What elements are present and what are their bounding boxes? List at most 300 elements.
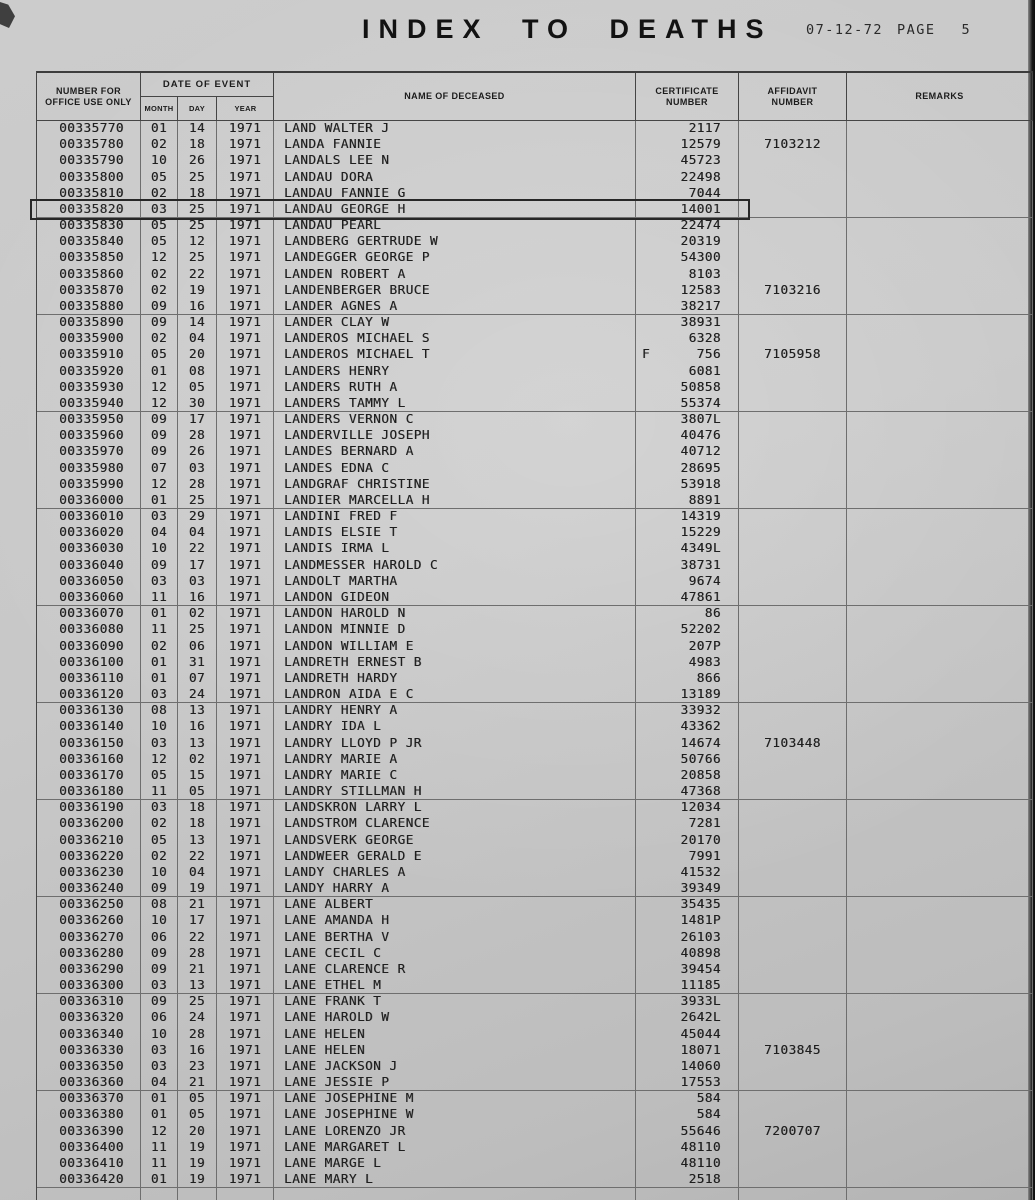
cell-remarks — [847, 881, 1033, 897]
cell-affidavit-number — [739, 849, 847, 865]
cell-name-of-deceased: LANE MARGE L — [274, 1156, 636, 1172]
cell-remarks — [847, 331, 1033, 347]
cell-certificate-number: 12579 — [636, 137, 739, 153]
cell-empty — [847, 1188, 1033, 1200]
cell-empty — [636, 1188, 739, 1200]
cell-month: 05 — [141, 833, 178, 849]
cell-month: 02 — [141, 331, 178, 347]
cell-office-number: 00336350 — [37, 1059, 141, 1075]
cell-name-of-deceased: LANDBERG GERTRUDE W — [274, 234, 636, 250]
cell-day: 15 — [178, 768, 217, 784]
cell-day: 19 — [178, 881, 217, 897]
cell-day: 22 — [178, 849, 217, 865]
cell-remarks — [847, 752, 1033, 768]
cell-year: 1971 — [217, 234, 274, 250]
cell-name-of-deceased: LANDES EDNA C — [274, 461, 636, 477]
cell-day: 31 — [178, 655, 217, 671]
run-date: 07-12-72 — [806, 22, 884, 38]
cell-name-of-deceased: LANE JACKSON J — [274, 1059, 636, 1075]
cell-affidavit-number — [739, 1172, 847, 1188]
cell-month: 02 — [141, 283, 178, 299]
cell-certificate-number: 50858 — [636, 380, 739, 396]
cell-month: 12 — [141, 250, 178, 266]
cell-affidavit-number — [739, 1027, 847, 1043]
cell-month: 09 — [141, 558, 178, 574]
cell-affidavit-number — [739, 816, 847, 832]
cell-name-of-deceased: LANDEROS MICHAEL S — [274, 331, 636, 347]
header-date-of-event: DATE OF EVENT MONTH DAY YEAR — [141, 73, 274, 120]
cell-affidavit-number — [739, 574, 847, 590]
cell-name-of-deceased: LAND WALTER J — [274, 121, 636, 137]
cell-remarks — [847, 784, 1033, 800]
cell-name-of-deceased: LANDWEER GERALD E — [274, 849, 636, 865]
cell-month: 10 — [141, 1027, 178, 1043]
cell-office-number: 00335850 — [37, 250, 141, 266]
cell-office-number: 00336250 — [37, 897, 141, 913]
cell-affidavit-number — [739, 153, 847, 169]
cell-year: 1971 — [217, 186, 274, 202]
cell-remarks — [847, 1091, 1033, 1107]
cell-remarks — [847, 962, 1033, 978]
cell-affidavit-number — [739, 509, 847, 525]
cell-year: 1971 — [217, 1075, 274, 1091]
cell-office-number: 00335920 — [37, 364, 141, 380]
cell-affidavit-number — [739, 121, 847, 137]
cell-name-of-deceased: LANDAU DORA — [274, 170, 636, 186]
cell-affidavit-number — [739, 331, 847, 347]
cell-year: 1971 — [217, 881, 274, 897]
cell-month: 03 — [141, 509, 178, 525]
cell-office-number: 00336040 — [37, 558, 141, 574]
cell-month: 02 — [141, 186, 178, 202]
cell-name-of-deceased: LANDON MINNIE D — [274, 622, 636, 638]
header-certificate-number: CERTIFICATE NUMBER — [636, 73, 739, 120]
cell-month: 01 — [141, 1172, 178, 1188]
cell-office-number: 00336160 — [37, 752, 141, 768]
cell-certificate-number: 13189 — [636, 687, 739, 703]
cell-month: 03 — [141, 1043, 178, 1059]
cell-name-of-deceased: LANDER CLAY W — [274, 315, 636, 331]
cell-affidavit-number: 7103216 — [739, 283, 847, 299]
cell-remarks — [847, 380, 1033, 396]
cell-certificate-number: 20319 — [636, 234, 739, 250]
cell-affidavit-number — [739, 833, 847, 849]
cell-month: 12 — [141, 396, 178, 412]
cell-empty — [274, 1188, 636, 1200]
cell-day: 20 — [178, 347, 217, 363]
cell-month: 01 — [141, 655, 178, 671]
cell-remarks — [847, 444, 1033, 460]
cell-name-of-deceased: LANDENBERGER BRUCE — [274, 283, 636, 299]
cell-office-number: 00335840 — [37, 234, 141, 250]
cell-affidavit-number — [739, 590, 847, 606]
cell-year: 1971 — [217, 461, 274, 477]
cell-certificate-number: 2117 — [636, 121, 739, 137]
cell-day: 08 — [178, 364, 217, 380]
cell-certificate-number: 14674 — [636, 736, 739, 752]
cell-certificate-number: 6081 — [636, 364, 739, 380]
cell-remarks — [847, 1124, 1033, 1140]
cell-year: 1971 — [217, 784, 274, 800]
cell-day: 14 — [178, 315, 217, 331]
cell-certificate-number: 47368 — [636, 784, 739, 800]
cell-year: 1971 — [217, 1172, 274, 1188]
cell-office-number: 00336400 — [37, 1140, 141, 1156]
cell-remarks — [847, 1059, 1033, 1075]
cell-month: 09 — [141, 315, 178, 331]
cell-month: 02 — [141, 267, 178, 283]
cell-month: 04 — [141, 525, 178, 541]
cell-year: 1971 — [217, 1059, 274, 1075]
cell-month: 11 — [141, 784, 178, 800]
cell-year: 1971 — [217, 671, 274, 687]
cell-office-number: 00336090 — [37, 639, 141, 655]
cell-day: 24 — [178, 1010, 217, 1026]
cell-month: 12 — [141, 752, 178, 768]
cell-remarks — [847, 703, 1033, 719]
cell-certificate-number: 53918 — [636, 477, 739, 493]
cell-affidavit-number — [739, 962, 847, 978]
cell-certificate-number: 12583 — [636, 283, 739, 299]
cell-certificate-number: 3807L — [636, 412, 739, 428]
cell-office-number: 00336290 — [37, 962, 141, 978]
cell-office-number: 00336410 — [37, 1156, 141, 1172]
cell-office-number: 00336310 — [37, 994, 141, 1010]
cell-day: 16 — [178, 590, 217, 606]
cell-name-of-deceased: LANDRETH ERNEST B — [274, 655, 636, 671]
cell-name-of-deceased: LANDSTROM CLARENCE — [274, 816, 636, 832]
cell-month: 10 — [141, 153, 178, 169]
cell-year: 1971 — [217, 525, 274, 541]
cell-year: 1971 — [217, 493, 274, 509]
cell-affidavit-number — [739, 315, 847, 331]
cell-name-of-deceased: LANDRETH HARDY — [274, 671, 636, 687]
cell-office-number: 00335790 — [37, 153, 141, 169]
cell-month: 11 — [141, 622, 178, 638]
cell-month: 01 — [141, 1107, 178, 1123]
cell-affidavit-number — [739, 218, 847, 234]
cell-day: 19 — [178, 1156, 217, 1172]
cell-day: 14 — [178, 121, 217, 137]
cell-name-of-deceased: LANDAU FANNIE G — [274, 186, 636, 202]
cell-office-number: 00336120 — [37, 687, 141, 703]
cell-affidavit-number — [739, 994, 847, 1010]
cell-month: 02 — [141, 137, 178, 153]
cell-month: 09 — [141, 994, 178, 1010]
cell-certificate-number: 43362 — [636, 719, 739, 735]
cell-office-number: 00335820 — [37, 202, 141, 218]
cell-day: 04 — [178, 865, 217, 881]
cell-empty — [37, 1188, 141, 1200]
cell-name-of-deceased: LANDON HAROLD N — [274, 606, 636, 622]
cell-office-number: 00336210 — [37, 833, 141, 849]
cell-name-of-deceased: LANE HELEN — [274, 1027, 636, 1043]
cell-office-number: 00335780 — [37, 137, 141, 153]
cell-name-of-deceased: LANE MARGARET L — [274, 1140, 636, 1156]
cell-affidavit-number — [739, 541, 847, 557]
cell-remarks — [847, 849, 1033, 865]
cell-month: 08 — [141, 897, 178, 913]
cell-year: 1971 — [217, 1124, 274, 1140]
cell-year: 1971 — [217, 930, 274, 946]
cell-empty — [739, 1188, 847, 1200]
cell-remarks — [847, 671, 1033, 687]
cell-month: 01 — [141, 606, 178, 622]
cell-year: 1971 — [217, 849, 274, 865]
cell-remarks — [847, 525, 1033, 541]
cell-remarks — [847, 994, 1033, 1010]
cell-certificate-number: 584 — [636, 1091, 739, 1107]
cell-empty — [141, 1188, 178, 1200]
cell-office-number: 00336380 — [37, 1107, 141, 1123]
cell-remarks — [847, 574, 1033, 590]
cell-month: 03 — [141, 736, 178, 752]
cell-remarks — [847, 978, 1033, 994]
cell-office-number: 00336200 — [37, 816, 141, 832]
cell-name-of-deceased: LANDERS HENRY — [274, 364, 636, 380]
cell-year: 1971 — [217, 622, 274, 638]
cell-office-number: 00335800 — [37, 170, 141, 186]
cell-name-of-deceased: LANE BERTHA V — [274, 930, 636, 946]
cell-year: 1971 — [217, 218, 274, 234]
cell-year: 1971 — [217, 719, 274, 735]
cell-certificate-number: 15229 — [636, 525, 739, 541]
cell-remarks — [847, 1107, 1033, 1123]
cell-name-of-deceased: LANDER AGNES A — [274, 299, 636, 315]
cell-affidavit-number — [739, 380, 847, 396]
cell-affidavit-number: 7103212 — [739, 137, 847, 153]
cell-month: 02 — [141, 816, 178, 832]
cell-day: 16 — [178, 719, 217, 735]
cell-name-of-deceased: LANDMESSER HAROLD C — [274, 558, 636, 574]
cell-month: 01 — [141, 671, 178, 687]
cell-year: 1971 — [217, 477, 274, 493]
cell-month: 03 — [141, 800, 178, 816]
cell-affidavit-number — [739, 267, 847, 283]
cell-office-number: 00336300 — [37, 978, 141, 994]
cell-office-number: 00336060 — [37, 590, 141, 606]
cell-day: 28 — [178, 946, 217, 962]
cell-year: 1971 — [217, 412, 274, 428]
cell-name-of-deceased: LANE AMANDA H — [274, 913, 636, 929]
cell-year: 1971 — [217, 380, 274, 396]
cell-certificate-number: 22474 — [636, 218, 739, 234]
cell-certificate-number: 12034 — [636, 800, 739, 816]
cell-day: 12 — [178, 234, 217, 250]
cell-year: 1971 — [217, 170, 274, 186]
cell-month: 09 — [141, 881, 178, 897]
cell-day: 13 — [178, 703, 217, 719]
cell-month: 10 — [141, 865, 178, 881]
cell-remarks — [847, 250, 1033, 266]
cell-affidavit-number — [739, 558, 847, 574]
cell-certificate-number: 86 — [636, 606, 739, 622]
cell-day: 23 — [178, 1059, 217, 1075]
cell-month: 10 — [141, 719, 178, 735]
cell-certificate-number: 4983 — [636, 655, 739, 671]
cell-name-of-deceased: LANDERS TAMMY L — [274, 396, 636, 412]
cell-certificate-number: 50766 — [636, 752, 739, 768]
page-label: PAGE — [897, 22, 936, 38]
cell-certificate-number: 38931 — [636, 315, 739, 331]
cell-office-number: 00335900 — [37, 331, 141, 347]
cell-day: 21 — [178, 1075, 217, 1091]
cell-remarks — [847, 800, 1033, 816]
header-day: DAY — [178, 97, 217, 120]
cell-remarks — [847, 186, 1033, 202]
cell-name-of-deceased: LANDEGGER GEORGE P — [274, 250, 636, 266]
cell-name-of-deceased: LANDRY HENRY A — [274, 703, 636, 719]
cell-remarks — [847, 897, 1033, 913]
header-year: YEAR — [234, 104, 257, 113]
cell-certificate-number: 14319 — [636, 509, 739, 525]
cell-month: 10 — [141, 913, 178, 929]
cell-remarks — [847, 396, 1033, 412]
cell-remarks — [847, 930, 1033, 946]
cell-office-number: 00336320 — [37, 1010, 141, 1026]
cell-office-number: 00336110 — [37, 671, 141, 687]
cell-day: 21 — [178, 897, 217, 913]
cell-office-number: 00335970 — [37, 444, 141, 460]
cell-day: 25 — [178, 218, 217, 234]
cell-remarks — [847, 153, 1033, 169]
cell-month: 08 — [141, 703, 178, 719]
cell-office-number: 00335770 — [37, 121, 141, 137]
cell-month: 02 — [141, 849, 178, 865]
table-body — [37, 121, 1033, 1200]
cell-affidavit-number — [739, 299, 847, 315]
cell-year: 1971 — [217, 768, 274, 784]
cell-year: 1971 — [217, 736, 274, 752]
cell-month: 05 — [141, 170, 178, 186]
cell-office-number: 00335910 — [37, 347, 141, 363]
cell-year: 1971 — [217, 1027, 274, 1043]
cell-year: 1971 — [217, 1010, 274, 1026]
cell-affidavit-number: 7103448 — [739, 736, 847, 752]
cell-remarks — [847, 234, 1033, 250]
cell-year: 1971 — [217, 639, 274, 655]
cell-name-of-deceased: LANDINI FRED F — [274, 509, 636, 525]
cell-year: 1971 — [217, 703, 274, 719]
cell-day: 16 — [178, 299, 217, 315]
cell-name-of-deceased: LANE FRANK T — [274, 994, 636, 1010]
cell-remarks — [847, 606, 1033, 622]
cell-office-number: 00336080 — [37, 622, 141, 638]
cell-year: 1971 — [217, 121, 274, 137]
cell-affidavit-number: 7200707 — [739, 1124, 847, 1140]
cell-certificate-number: 14001 — [636, 202, 739, 218]
cell-month: 03 — [141, 574, 178, 590]
cell-name-of-deceased: LANDERVILLE JOSEPH — [274, 428, 636, 444]
cell-month: 01 — [141, 493, 178, 509]
cell-month: 05 — [141, 347, 178, 363]
cell-month: 11 — [141, 1140, 178, 1156]
cell-office-number: 00335880 — [37, 299, 141, 315]
cell-name-of-deceased: LANDIER MARCELLA H — [274, 493, 636, 509]
cell-office-number: 00335960 — [37, 428, 141, 444]
cell-affidavit-number — [739, 913, 847, 929]
cell-certificate-number: 38217 — [636, 299, 739, 315]
cell-certificate-number: 40712 — [636, 444, 739, 460]
cell-office-number: 00336340 — [37, 1027, 141, 1043]
cell-certificate-number: 35435 — [636, 897, 739, 913]
cell-day: 25 — [178, 202, 217, 218]
cell-certificate-number: 26103 — [636, 930, 739, 946]
cell-office-number: 00336360 — [37, 1075, 141, 1091]
cell-day: 18 — [178, 816, 217, 832]
cell-certificate-number: 45723 — [636, 153, 739, 169]
cell-month: 06 — [141, 930, 178, 946]
cell-name-of-deceased: LANDERS RUTH A — [274, 380, 636, 396]
header-office-number: NUMBER FOR OFFICE USE ONLY — [37, 73, 141, 120]
cell-year: 1971 — [217, 364, 274, 380]
cell-office-number: 00336190 — [37, 800, 141, 816]
cell-day: 17 — [178, 913, 217, 929]
cell-office-number: 00336130 — [37, 703, 141, 719]
cell-certificate-number: 48110 — [636, 1156, 739, 1172]
cell-certificate-number: 8103 — [636, 267, 739, 283]
cell-office-number: 00335860 — [37, 267, 141, 283]
cell-office-number: 00336330 — [37, 1043, 141, 1059]
cell-day: 26 — [178, 153, 217, 169]
cell-year: 1971 — [217, 833, 274, 849]
cell-year: 1971 — [217, 137, 274, 153]
cell-day: 16 — [178, 1043, 217, 1059]
cell-day: 04 — [178, 331, 217, 347]
cell-certificate-number: 20170 — [636, 833, 739, 849]
cell-affidavit-number: 7105958 — [739, 347, 847, 363]
cell-year: 1971 — [217, 1107, 274, 1123]
cell-year: 1971 — [217, 800, 274, 816]
cell-remarks — [847, 137, 1033, 153]
cell-year: 1971 — [217, 283, 274, 299]
cell-year: 1971 — [217, 994, 274, 1010]
cell-affidavit-number — [739, 428, 847, 444]
header-month: MONTH — [141, 97, 178, 120]
cell-year: 1971 — [217, 1043, 274, 1059]
cell-remarks — [847, 558, 1033, 574]
cell-remarks — [847, 1027, 1033, 1043]
cell-remarks — [847, 202, 1033, 218]
cell-day: 28 — [178, 1027, 217, 1043]
cell-affidavit-number — [739, 1010, 847, 1026]
cell-month: 11 — [141, 1156, 178, 1172]
cell-year: 1971 — [217, 267, 274, 283]
cell-day: 25 — [178, 170, 217, 186]
cell-year: 1971 — [217, 331, 274, 347]
cell-office-number: 00335980 — [37, 461, 141, 477]
cell-affidavit-number — [739, 493, 847, 509]
cell-certificate-number: 7281 — [636, 816, 739, 832]
cell-year: 1971 — [217, 687, 274, 703]
cell-year: 1971 — [217, 541, 274, 557]
cell-day: 06 — [178, 639, 217, 655]
cell-office-number: 00336220 — [37, 849, 141, 865]
cell-remarks — [847, 477, 1033, 493]
cell-month: 01 — [141, 121, 178, 137]
cell-name-of-deceased: LANE JESSIE P — [274, 1075, 636, 1091]
cell-name-of-deceased: LANDON WILLIAM E — [274, 639, 636, 655]
cell-day: 03 — [178, 574, 217, 590]
cell-year: 1971 — [217, 558, 274, 574]
cell-remarks — [847, 590, 1033, 606]
cell-name-of-deceased: LANDGRAF CHRISTINE — [274, 477, 636, 493]
cell-affidavit-number — [739, 234, 847, 250]
cell-certificate-number: 40898 — [636, 946, 739, 962]
cell-affidavit-number — [739, 784, 847, 800]
cell-remarks — [847, 1075, 1033, 1091]
cell-day: 13 — [178, 833, 217, 849]
